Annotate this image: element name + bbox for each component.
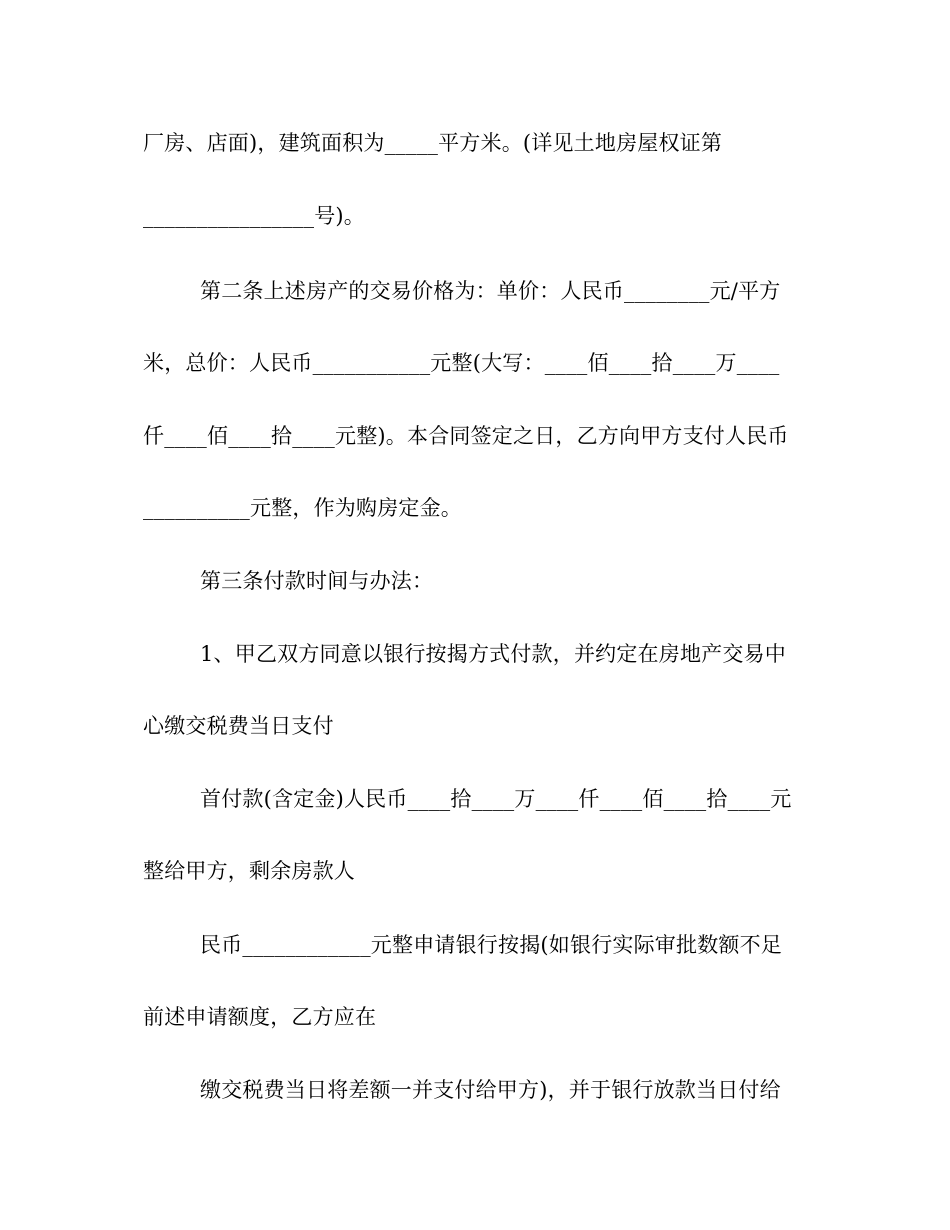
text-line-4: 米，总价：人民币___________元整(大写：____佰____拾____万____ [143, 351, 780, 375]
text-line-9: 心缴交税费当日支付 [143, 714, 334, 738]
text-line-13: 前述申请额度，乙方应在 [143, 1005, 377, 1029]
text-line-12: 民币____________元整申请银行按揭(如银行实际审批数额不足 [200, 933, 782, 957]
text-line-3: 第二条上述房产的交易价格为：单价：人民币________元/平方 [200, 279, 781, 303]
text-line-7: 第三条付款时间与办法： [200, 569, 434, 593]
text-line-11: 整给甲方，剩余房款人 [143, 859, 355, 883]
text-line-5: 仟____佰____拾____元整)。本合同签定之日，乙方向甲方支付人民币 [143, 424, 789, 448]
text-line-1: 厂房、店面)，建筑面积为_____平方米。(详见土地房屋权证第 [143, 131, 723, 155]
text-line-10: 首付款(含定金)人民币____拾____万____仟____佰____拾____元 [200, 787, 792, 811]
text-line-2: ________________号)。 [143, 204, 365, 228]
text-line-8: 1、甲乙双方同意以银行按揭方式付款，并约定在房地产交易中 [200, 642, 786, 666]
text-line-6: __________元整，作为购房定金。 [143, 496, 462, 520]
text-line-14: 缴交税费当日将差额一并支付给甲方)，并于银行放款当日付给 [200, 1078, 781, 1102]
